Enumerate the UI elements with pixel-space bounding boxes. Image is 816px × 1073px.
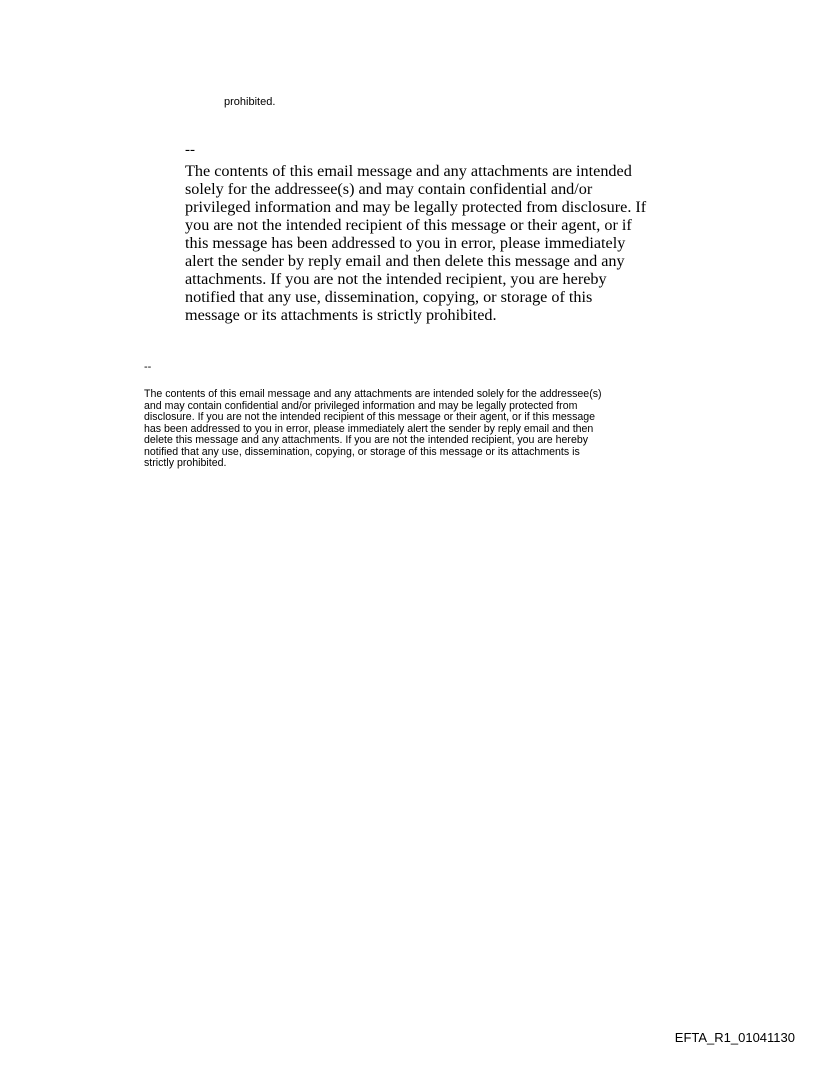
footer-disclaimer-paragraph [144,389,684,470]
disclaimer-line: you are not the intended recipient of this message or their agent, or if [185,216,632,234]
quoted-text-fragment: prohibited. [224,96,276,108]
disclaimer-line: has been addressed to you in error, please immediately alert the sender by reply email and then [144,422,594,435]
disclaimer-line: The contents of this email message and any attachments are intended solely for the addressee(s) [144,388,602,400]
disclaimer-line: attachments. If you are not the intended recipient, you are hereby [185,270,607,288]
quoted-disclaimer-paragraph [185,162,655,324]
document-id-stamp: EFTA_R1_01041130 [674,1030,795,1045]
disclaimer-line: notified that any use, dissemination, copying, or storage of this [185,288,593,306]
disclaimer-line: solely for the addressee(s) and may contain confidential and/or [185,180,593,198]
disclaimer-line: and may contain confidential and/or privileged information and may be legally protected from [144,399,578,412]
disclaimer-line: message or its attachments is strictly prohibited. [185,306,497,324]
disclaimer-line: privileged information and may be legally protected from disclosure. If [185,198,647,216]
disclaimer-line: alert the sender by reply email and then delete this message and any [185,252,625,270]
disclaimer-line: this message has been addressed to you in error, please immediately [185,234,626,252]
disclaimer-line: delete this message and any attachments. If you are not the intended recipient, you are hereby [144,434,589,446]
disclaimer-line: disclosure. If you are not the intended recipient of this message or their agent, or if this message [144,411,596,423]
disclaimer-line: notified that any use, dissemination, copying, or storage of this message or its attachments is [144,445,580,458]
disclaimer-line: strictly prohibited. [144,457,227,469]
signature-separator: -- [185,142,195,158]
disclaimer-line: The contents of this email message and any attachments are intended [185,162,632,180]
signature-separator: -- [144,361,152,373]
